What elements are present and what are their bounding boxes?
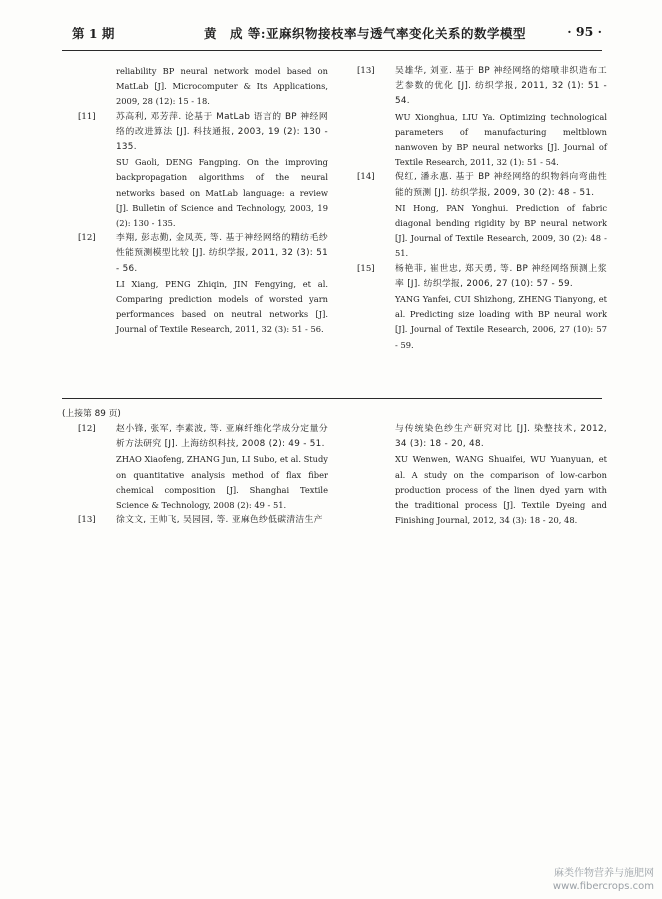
reference-text-english: NI Hong, PAN Yonghui. Prediction of fabric diagonal bending rigidity by BP neural network [J]. Journal of Textile Research, 2009, 30 (2): 48 - 51.: [395, 202, 607, 259]
reference-entry: [88, 64, 328, 110]
reference-number: [12]: [78, 233, 96, 244]
reference-number: [11]: [78, 111, 96, 122]
reference-entry: [357, 64, 607, 170]
reference-text-chinese: 徐文文, 王帅飞, 吴园园, 等. 亚麻色纱低碳清洁生产: [116, 515, 323, 526]
reference-number: [14]: [357, 172, 375, 183]
reference-text-chinese: 倪红, 潘永惠. 基于 BP 神经网络的织物斜向弯曲性能的预测 [J]. 纺织学报, 2009, 30 (2): 48 - 51.: [395, 172, 607, 198]
references-top-right: [357, 64, 607, 353]
reference-text-chinese: 吴雄华, 刘亚. 基于 BP 神经网络的熔喷非织造布工艺参数的优化 [J]. 纺织学报, 2011, 32 (1): 51 - 54.: [395, 66, 607, 107]
site-watermark: [553, 867, 654, 893]
reference-number: [13]: [357, 66, 375, 76]
reference-number: [12]: [78, 424, 96, 434]
continued-from-label: (上接第 89 页): [62, 409, 121, 419]
reference-text-chinese: 李翔, 彭志勤, 金凤英, 等. 基于神经网络的精纺毛纱性能预测模型比较 [J]. 纺织学报, 2011, 32 (3): 51 - 56.: [116, 233, 328, 274]
reference-number: [15]: [357, 263, 375, 274]
reference-text-chinese: 与传统染色纱生产研究对比 [J]. 染整技术, 2012, 34 (3): 18 - 20, 48.: [395, 424, 607, 450]
reference-entry: [357, 262, 607, 353]
references-bottom-left: [78, 422, 328, 528]
issue-number: 第 1 期: [72, 26, 115, 41]
reference-text-english: YANG Yanfei, CUI Shizhong, ZHENG Tianyong, et al. Predicting size loading with BP neural work [J]. Journal of Textile Research, 2006, 27 (10): 57 - 59.: [395, 294, 607, 350]
page-header: [72, 24, 602, 46]
reference-entry: [367, 422, 607, 528]
reference-text-chinese: 杨艳菲, 崔世忠, 郑天勇, 等. BP 神经网络预测上浆率 [J]. 纺织学报, 2006, 27 (10): 57 - 59.: [395, 263, 607, 289]
reference-entry: [78, 513, 328, 528]
reference-text-english: SU Gaoli, DENG Fangping. On the improving backpropagation algorithms of the neural networks based on MatLab language: a review [J]. Bulletin of Science and Technology, 2003, 19 (2): 130 - 135.: [116, 157, 328, 229]
reference-text-chinese: 苏高利, 邓芳萍. 论基于 MatLab 语言的 BP 神经网络的改进算法 [J]. 科技通报, 2003, 19 (2): 130 - 135.: [116, 111, 328, 153]
page-number: · 95 ·: [567, 24, 602, 39]
reference-entry: [78, 110, 328, 232]
reference-number: [13]: [78, 515, 96, 526]
references-top-left: [78, 64, 328, 338]
watermark-url: www.fibercrops.com: [552, 881, 654, 892]
reference-text-english: XU Wenwen, WANG Shuaifei, WU Yuanyuan, et al. A study on the comparison of low-carbon production process of the linen dyed yarn with the traditional process [J]. Textile Dyeing and Finishing Journal, 2012, 34 (3): 18 - 20, 48.: [395, 454, 607, 526]
reference-text-chinese: 赵小锋, 张军, 李素波, 等. 亚麻纤维化学成分定量分析方法研究 [J]. 上海纺织科技, 2008 (2): 49 - 51.: [116, 424, 328, 450]
references-bottom-right: [367, 422, 607, 528]
reference-entry: [78, 422, 328, 513]
reference-entry: [78, 231, 328, 337]
running-title: 黄 成 等:亚麻织物接枝率与透气率变化关系的数学模型: [204, 26, 526, 41]
reference-text-english: LI Xiang, PENG Zhiqin, JIN Fengying, et al. Comparing prediction models of worsted yarn performances based on neutral networks [J]. Journal of Textile Research, 2011, 32 (3): 51 - 56.: [116, 278, 328, 335]
section-divider: [62, 398, 602, 399]
reference-entry: [357, 170, 607, 261]
reference-text-english: ZHAO Xiaofeng, ZHANG Jun, LI Subo, et al. Study on quantitative analysis method of flax fiber chemical composition [J]. Shanghai Textile Science & Technology, 2008 (2): 49 - 51.: [116, 454, 328, 511]
watermark-site-name: 麻类作物营养与施肥网: [554, 868, 654, 879]
reference-text-english: reliability BP neural network model based on MatLab [J]. Microcomputer & Its Applications, 2009, 28 (12): 15 - 18.: [116, 66, 328, 107]
header-rule: [62, 50, 602, 51]
reference-text-english: WU Xionghua, LIU Ya. Optimizing technological parameters of manufacturing meltblown nanwoven by BP neural networks [J]. Journal of Textile Research, 2011, 32 (1): 51 - 54.: [395, 111, 607, 168]
